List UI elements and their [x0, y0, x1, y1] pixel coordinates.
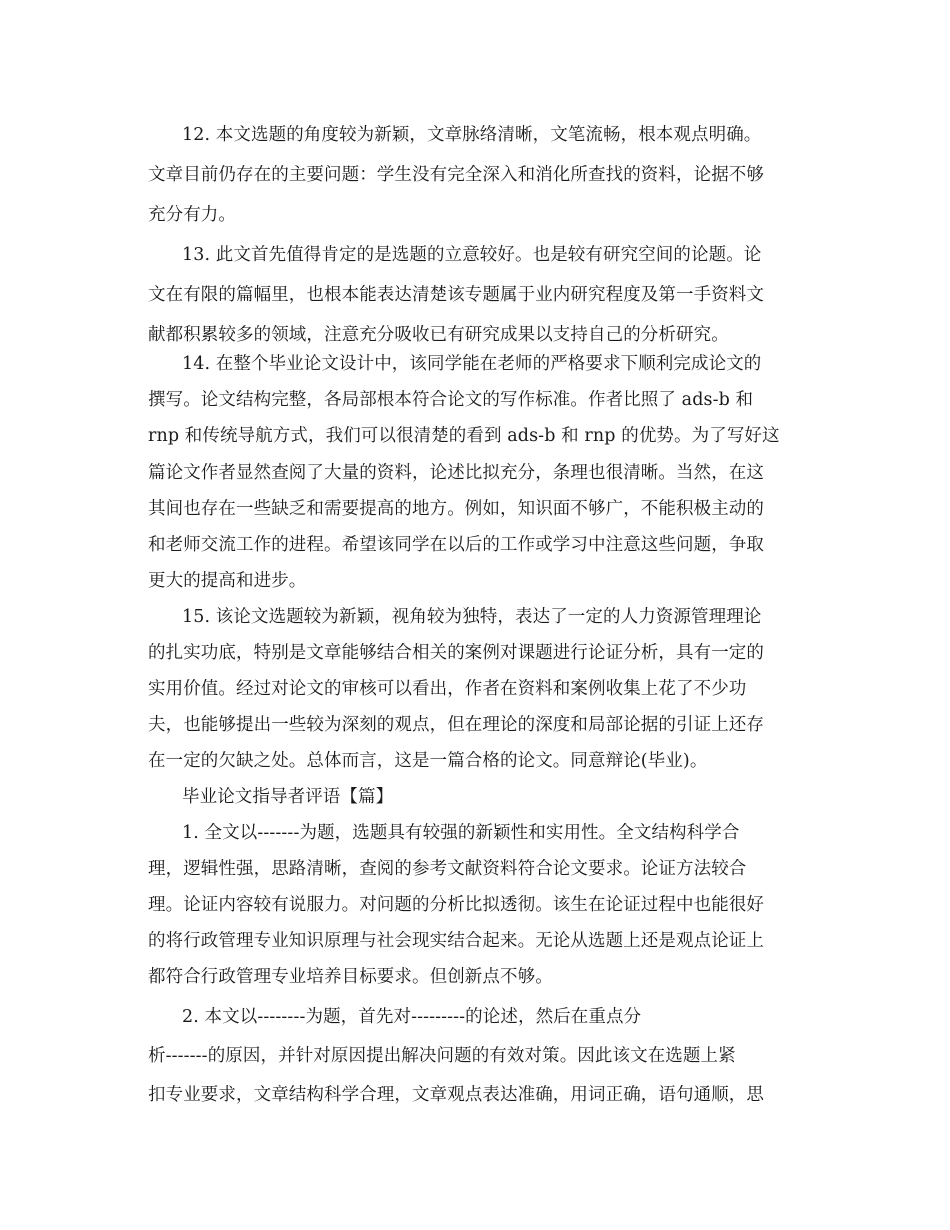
paragraph-14-line-3: rnp 和传统导航方式，我们可以很清楚的看到 ads-b 和 rnp 的优势。为了写好这 [148, 426, 780, 446]
paragraph-13-line-2: 文在有限的篇幅里，也根本能表达清楚该专题属于业内研究程度及第一手资料文 [148, 285, 764, 305]
paragraph-1-line-4: 的将行政管理专业知识原理与社会现实结合起来。无论从选题上还是观点论证上 [148, 931, 764, 951]
paragraph-2-line-3: 扣专业要求，文章结构科学合理，文章观点表达准确，用词正确，语句通顺，思 [148, 1085, 764, 1105]
paragraph-14-line-6: 和老师交流工作的进程。希望该同学在以后的工作或学习中注意这些问题，争取 [148, 535, 764, 555]
section-heading: 毕业论文指导者评语【篇】 [182, 787, 394, 807]
paragraph-14-line-1: 14. 在整个毕业论文设计中，该同学能在老师的严格要求下顺利完成论文的 [182, 354, 762, 374]
paragraph-1-line-5: 都符合行政管理专业培养目标要求。但创新点不够。 [148, 967, 553, 987]
paragraph-15-line-4: 夫，也能够提出一些较为深刻的观点，但在理论的深度和局部论据的引证上还存 [148, 715, 764, 735]
paragraph-13-line-3: 献都积累较多的领域，注意充分吸收已有研究成果以支持自己的分析研究。 [148, 325, 729, 345]
paragraph-14-line-4: 篇论文作者显然查阅了大量的资料，论述比拟充分，条理也很清晰。当然，在这 [148, 463, 764, 483]
paragraph-15-line-2: 的扎实功底，特别是文章能够结合相关的案例对课题进行论证分析，具有一定的 [148, 643, 764, 663]
paragraph-14-line-7: 更大的提高和进步。 [148, 571, 307, 591]
paragraph-15-line-3: 实用价值。经过对论文的审核可以看出，作者在资料和案例收集上花了不少功 [148, 679, 747, 699]
paragraph-13-line-1: 13. 此文首先值得肯定的是选题的立意较好。也是较有研究空间的论题。论 [182, 245, 762, 265]
paragraph-1-line-3: 理。论证内容较有说服力。对问题的分析比拟透彻。该生在论证过程中也能很好 [148, 895, 764, 915]
paragraph-2-line-2: 析-------的原因，并针对原因提出解决问题的有效对策。因此该文在选题上紧 [148, 1046, 736, 1066]
paragraph-15-line-1: 15. 该论文选题较为新颖，视角较为独特，表达了一定的人力资源管理理论 [182, 607, 762, 627]
paragraph-12-line-3: 充分有力。 [148, 205, 236, 225]
paragraph-1-line-1: 1. 全文以-------为题，选题具有较强的新颖性和实用性。全文结构科学合 [182, 823, 740, 843]
paragraph-12-line-1: 12. 本文选题的角度较为新颖，文章脉络清晰，文笔流畅，根本观点明确。 [182, 125, 762, 145]
paragraph-12-line-2: 文章目前仍存在的主要问题：学生没有完全深入和消化所查找的资料，论据不够 [148, 165, 764, 185]
paragraph-15-line-5: 在一定的欠缺之处。总体而言，这是一篇合格的论文。同意辩论(毕业)。 [148, 751, 708, 771]
paragraph-1-line-2: 理，逻辑性强，思路清晰，查阅的参考文献资料符合论文要求。论证方法较合 [148, 859, 747, 879]
paragraph-2-line-1: 2. 本文以--------为题，首先对---------的论述，然后在重点分 [182, 1007, 642, 1027]
paragraph-14-line-5: 其间也存在一些缺乏和需要提高的地方。例如，知识面不够广，不能积极主动的 [148, 499, 764, 519]
paragraph-14-line-2: 撰写。论文结构完整，各局部根本符合论文的写作标准。作者比照了 ads-b 和 [148, 390, 754, 410]
